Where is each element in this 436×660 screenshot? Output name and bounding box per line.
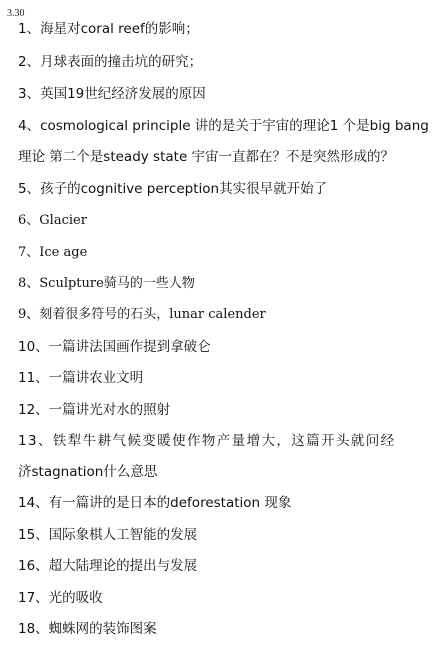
list-item-4-line-1: 4、cosmological principle 讲的是关于宇宙的理论1 个是big bang (18, 118, 429, 134)
list-item-17: 17、光的吸收 (18, 590, 103, 606)
date-label: 3.30 (7, 8, 25, 19)
list-item-11: 11、一篇讲农业文明 (18, 370, 144, 386)
list-item-12: 12、一篇讲光对水的照射 (18, 402, 171, 418)
list-item-18: 18、蜘蛛网的装饰图案 (18, 621, 157, 637)
list-item-15: 15、国际象棋人工智能的发展 (18, 527, 198, 543)
list-item-6: 6、Glacier (18, 213, 87, 228)
list-item-13-line-1: 13、铁犁牛耕气候变暖使作物产量增大，这篇开头就问经 (18, 433, 396, 449)
list-item-13-line-2: 济stagnation什么意思 (18, 464, 158, 480)
list-item-5: 5、孩子的cognitive perception其实很早就开始了 (18, 181, 328, 197)
list-item-7: 7、Ice age (18, 245, 88, 260)
list-item-4-line-2: 理论 第二个是steady state 宇宙一直都在？不是突然形成的？ (18, 149, 395, 165)
list-item-8: 8、Sculpture骑马的一些人物 (18, 276, 195, 291)
list-item-3: 3、英国19世纪经济发展的原因 (18, 86, 206, 102)
list-item-14: 14、有一篇讲的是日本的deforestation 现象 (18, 495, 292, 511)
list-item-10: 10、一篇讲法国画作提到拿破仑 (18, 339, 211, 355)
list-item-16: 16、超大陆理论的提出与发展 (18, 558, 198, 574)
list-item-2: 2、月球表面的撞击坑的研究； (18, 54, 203, 70)
list-item-1: 1、海星对coral reef的影响； (18, 21, 199, 37)
list-item-9: 9、刻着很多符号的石头，lunar calender (18, 307, 266, 322)
